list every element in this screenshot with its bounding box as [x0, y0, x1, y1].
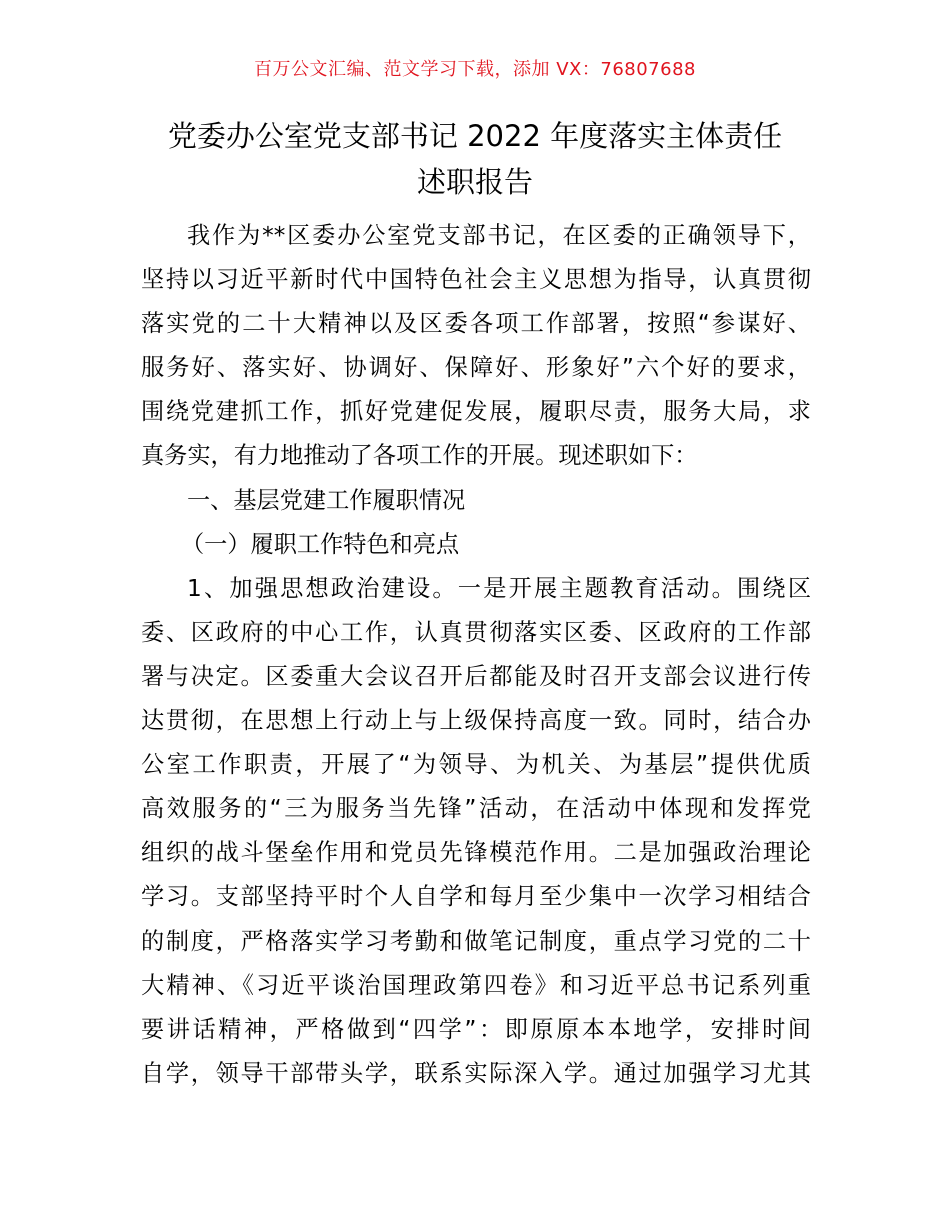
paragraph-body-line: 公室工作职责，开展了“为领导、为机关、为基层”提供优质	[141, 751, 811, 779]
paragraph-intro-line: 真务实，有力地推动了各项工作的开展。现述职如下：	[141, 442, 698, 470]
section-heading-1: 一、基层党建工作履职情况	[187, 486, 466, 514]
document-title	[130, 113, 820, 205]
paragraph-intro-line: 服务好、落实好、协调好、保障好、形象好”六个好的要求，	[141, 354, 811, 382]
paragraph-body-line: 要讲话精神，严格做到“四学”：即原原本本地学，安排时间	[141, 1015, 811, 1043]
paragraph-body-line: 组织的战斗堡垒作用和党员先锋模范作用。二是加强政治理论	[141, 839, 811, 867]
paragraph-intro-line: 围绕党建抓工作，抓好党建促发展，履职尽责，服务大局，求	[141, 398, 811, 426]
paragraph-body-line: 的制度，严格落实学习考勤和做笔记制度，重点学习党的二十	[141, 927, 811, 955]
paragraph-intro-line: 坚持以习近平新时代中国特色社会主义思想为指导，认真贯彻	[141, 266, 811, 294]
paragraph-body-line: 署与决定。区委重大会议召开后都能及时召开支部会议进行传	[141, 662, 811, 690]
paragraph-body-line: 1、加强思想政治建设。一是开展主题教育活动。围绕区	[187, 574, 811, 602]
paragraph-intro-line: 落实党的二十大精神以及区委各项工作部署，按照“参谋好、	[141, 310, 811, 338]
watermark-header: 百万公文汇编、范文学习下载，添加 VX：76807688	[254, 59, 696, 80]
paragraph-body-line: 达贯彻，在思想上行动上与上级保持高度一致。同时，结合办	[141, 707, 811, 735]
paragraph-body-line: 高效服务的“三为服务当先锋”活动，在活动中体现和发挥党	[141, 795, 811, 823]
paragraph-body-line: 大精神、《习近平谈治国理政第四卷》和习近平总书记系列重	[141, 971, 811, 999]
paragraph-intro-line: 我作为**区委办公室党支部书记，在区委的正确领导下，	[187, 222, 811, 249]
paragraph-body-line: 委、区政府的中心工作，认真贯彻落实区委、区政府的工作部	[141, 618, 811, 646]
title-line-1: 党委办公室党支部书记 2022 年度落实主体责任	[167, 119, 783, 153]
document-body	[141, 214, 811, 1096]
subsection-heading-1: （一）履职工作特色和亮点	[181, 530, 460, 558]
paragraph-body-line: 学习。支部坚持平时个人自学和每月至少集中一次学习相结合	[141, 883, 811, 911]
title-line-2: 述职报告	[416, 165, 533, 199]
paragraph-body-line: 自学，领导干部带头学，联系实际深入学。通过加强学习尤其	[141, 1059, 811, 1087]
